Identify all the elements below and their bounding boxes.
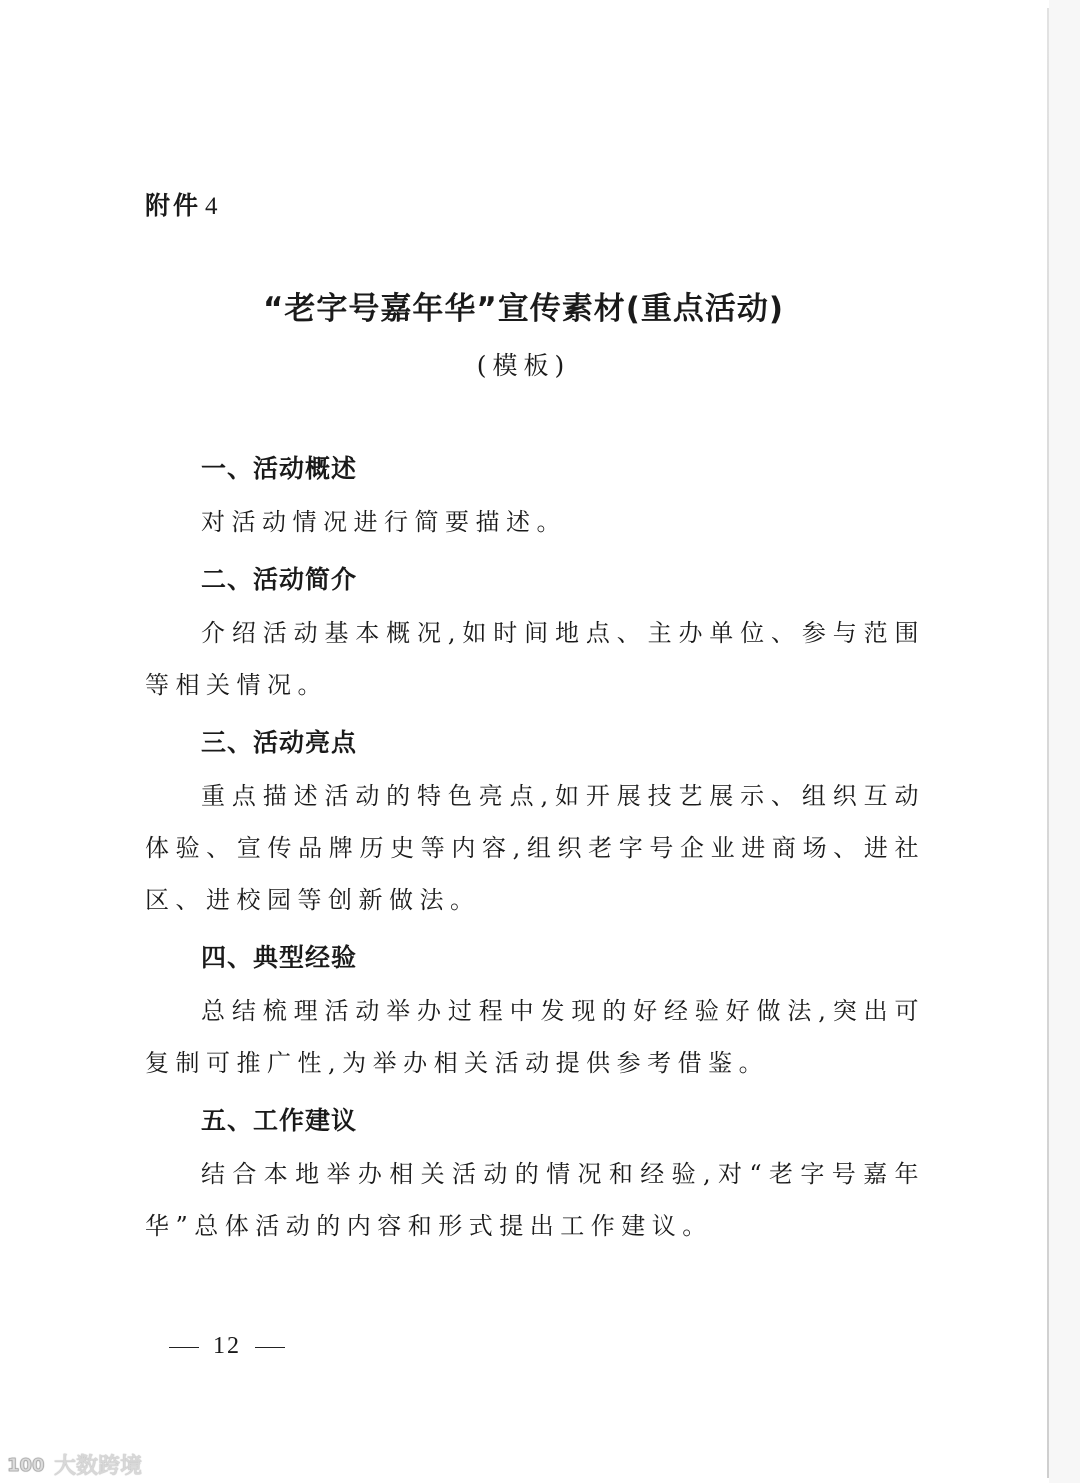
watermark-logo-text: 100 bbox=[7, 1455, 45, 1476]
watermark-logo-icon bbox=[6, 1451, 48, 1477]
section-heading: 五、工作建议 bbox=[201, 1106, 358, 1135]
section-heading: 一、活动概述 bbox=[201, 454, 358, 483]
section-body: 介绍活动基本概况,如时间地点、主办单位、参与范围等相关情况。 bbox=[145, 619, 925, 699]
page-edge-line bbox=[1047, 8, 1049, 1478]
document-title: “老字号嘉年华”宣传素材(重点活动) bbox=[262, 291, 785, 327]
page-number-dash-right bbox=[255, 1347, 285, 1348]
section-overview bbox=[145, 445, 925, 548]
section-introduction bbox=[145, 556, 925, 711]
section-suggestions bbox=[145, 1097, 925, 1252]
section-body: 重点描述活动的特色亮点,如开展技艺展示、组织互动体验、宣传品牌历史等内容,组织老字号企业进商场、进社区、进校园等创新做法。 bbox=[145, 782, 925, 914]
attachment-number: 4 bbox=[205, 193, 221, 220]
attachment-label bbox=[145, 186, 221, 222]
section-body: 结合本地举办相关活动的情况和经验,对“老字号嘉年华”总体活动的内容和形式提出工作建议。 bbox=[145, 1160, 925, 1240]
attachment-label-text: 附件 bbox=[145, 191, 202, 220]
page-number bbox=[155, 1333, 299, 1360]
watermark bbox=[6, 1449, 142, 1479]
page-number-dash-left bbox=[169, 1347, 199, 1348]
page-edge-shadow bbox=[1049, 0, 1080, 1483]
section-experience bbox=[145, 934, 925, 1089]
section-body: 对活动情况进行简要描述。 bbox=[201, 508, 567, 536]
document-content bbox=[145, 445, 925, 1260]
watermark-text: 大数跨境 bbox=[54, 1453, 143, 1479]
section-highlights bbox=[145, 719, 925, 926]
page-number-value: 12 bbox=[213, 1333, 241, 1359]
section-heading: 四、典型经验 bbox=[201, 943, 358, 972]
section-body: 总结梳理活动举办过程中发现的好经验好做法,突出可复制可推广性,为举办相关活动提供参考借鉴。 bbox=[145, 997, 925, 1077]
section-heading: 三、活动亮点 bbox=[201, 728, 358, 757]
document-subtitle: (模板) bbox=[476, 351, 571, 380]
section-heading: 二、活动简介 bbox=[201, 565, 358, 594]
